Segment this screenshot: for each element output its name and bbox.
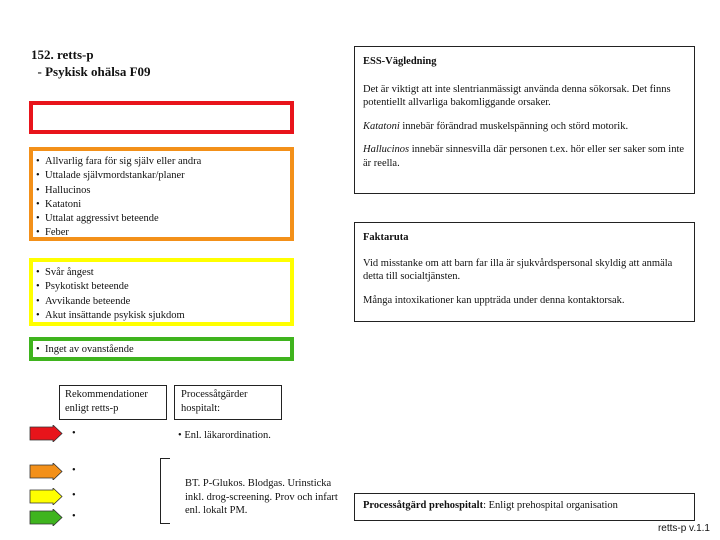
version-label: retts-p v.1.1 <box>657 523 710 534</box>
fact-heading: Faktaruta <box>363 232 409 243</box>
green-criteria-list <box>36 343 134 357</box>
list-item: • Allvarlig fara för sig själv eller andra <box>36 155 201 169</box>
green-priority-box <box>29 337 294 361</box>
list-item: • Svår ångest <box>36 266 185 280</box>
fact-paragraph: Många intoxikationer kan uppträda under denna kontaktorsak. <box>363 294 625 306</box>
list-item: • Avvikande beteende <box>36 295 185 309</box>
ess-paragraph-hallucinos <box>363 143 686 170</box>
yellow-criteria-list <box>36 266 185 323</box>
bracket-icon <box>160 458 170 524</box>
bullet-icon: • <box>72 465 76 476</box>
ess-term-text: innebär sinnesvilla där personen t.ex. hör eller ser saker som inte är reella. <box>363 144 685 169</box>
red-arrow-icon <box>29 425 63 442</box>
red-priority-box <box>29 101 294 134</box>
list-item: • Psykotiskt beteende <box>36 280 185 294</box>
list-item: • Uttalat aggressivt beteende <box>36 212 201 226</box>
orange-arrow-icon <box>29 463 63 480</box>
recommendations-box: Rekommendationer enligt retts-p <box>59 385 167 420</box>
prehospital-box <box>354 493 695 521</box>
bullet-icon: • <box>72 511 76 522</box>
ess-term: Katatoni <box>363 120 400 132</box>
title-line-2: - Psykisk ohälsa F09 <box>31 64 151 79</box>
yellow-arrow-icon <box>29 488 63 505</box>
process-hospital-box: Processåtgärder hospitalt: <box>174 385 282 420</box>
list-item: • Katatoni <box>36 198 201 212</box>
green-arrow-icon <box>29 509 63 526</box>
ess-term: Hallucinos <box>363 144 410 155</box>
red-hospital-action: • Enl. läkarordination. <box>178 430 271 441</box>
ess-guidance-box <box>354 46 695 194</box>
prehospital-text: : Enligt prehospital organisation <box>483 500 618 511</box>
ess-term-text: innebär förändrad muskelspänning och störd motorik. <box>399 120 629 132</box>
orange-priority-box <box>29 147 294 241</box>
list-item: • Uttalade självmordstankar/planer <box>36 169 201 183</box>
bullet-icon: • <box>72 428 76 439</box>
list-item: • Akut insättande psykisk sjukdom <box>36 309 185 323</box>
page-title <box>31 46 151 80</box>
fact-paragraph: Vid misstanke om att barn far illa är sjukvårdspersonal skyldig att anmäla detta till socialtjänsten. <box>363 257 673 282</box>
yellow-priority-box <box>29 258 294 326</box>
list-item: • Feber <box>36 226 201 240</box>
hospital-actions-text: BT. P-Glukos. Blodgas. Urinsticka inkl. drog-screening. Prov och infart enl. lokalt PM. <box>185 478 338 516</box>
list-item: • Inget av ovanstående <box>36 343 134 357</box>
list-item: • Hallucinos <box>36 184 201 198</box>
bullet-icon: • <box>72 490 76 501</box>
ess-heading: ESS-Vägledning <box>363 56 437 67</box>
fact-box <box>354 222 695 322</box>
prehospital-label: Processåtgärd prehospitalt <box>363 500 484 511</box>
ess-paragraph: Det är viktigt att inte slentrianmässigt använda denna sökorsak. Det finns potentiellt allvarliga bakomliggande orsaker. <box>363 83 671 108</box>
title-line-1: 152. retts-p <box>31 47 94 62</box>
ess-paragraph-katatoni <box>363 120 686 134</box>
orange-criteria-list <box>36 155 201 241</box>
